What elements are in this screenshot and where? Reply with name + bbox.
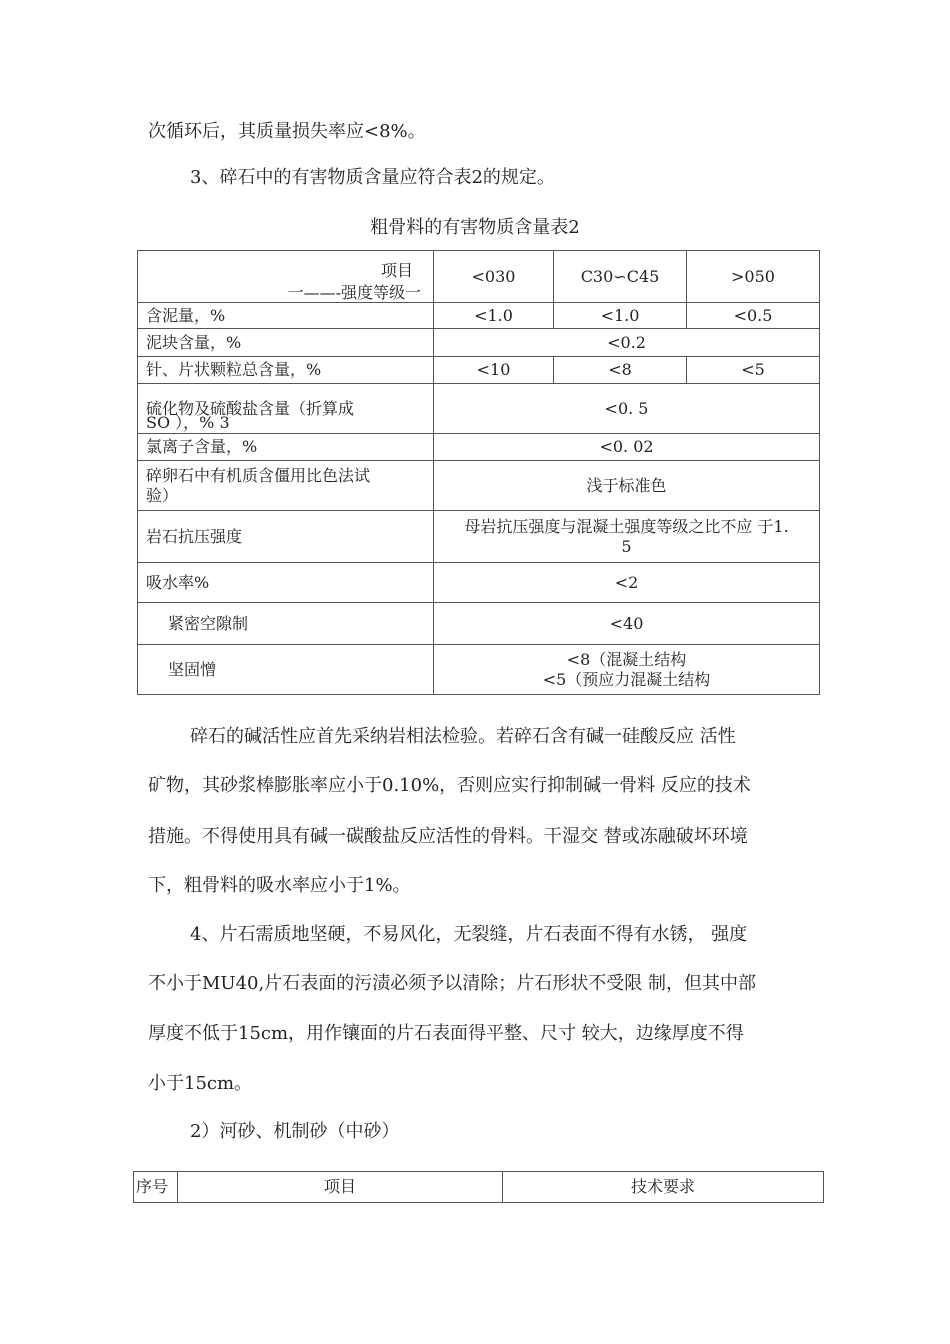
row-label: 吸水率% <box>138 563 434 603</box>
table-row <box>138 511 820 563</box>
row-value: <0.5 <box>687 303 820 329</box>
row-label <box>138 384 434 434</box>
row-label-line1: 碎卵石中有机质含僵用比色法试 <box>146 465 371 485</box>
row-label: 岩石抗压强度 <box>138 511 434 563</box>
paragraph-4-line3: 厚度不低于15cm，用作镶面的片石表面得平整、尺寸 较大，边缘厚度不得 <box>148 1023 744 1044</box>
row-value: <2 <box>434 563 820 603</box>
paragraph-4-line4: 小于15cm。 <box>148 1073 253 1094</box>
paragraph-4-line1: 4、片石需质地坚硬，不易风化，无裂缝，片石表面不得有水锈， 强度 <box>190 924 748 945</box>
row-label-line2: SO ），% 3 <box>146 412 230 432</box>
table-row <box>138 303 820 329</box>
table-row <box>138 461 820 511</box>
harmful-substance-table <box>137 250 820 695</box>
row-label: 氯离子含量，% <box>138 434 434 461</box>
table-row <box>138 603 820 645</box>
header-grade-label: 一——-强度等级一 <box>287 283 421 302</box>
row-label: 紧密空隙制 <box>138 603 434 645</box>
header-serial: 序号 <box>134 1172 178 1203</box>
row-label: 泥块含量，% <box>138 329 434 357</box>
table-header-row <box>134 1172 824 1203</box>
row-value: <40 <box>434 603 820 645</box>
row-value: <5 <box>687 357 820 384</box>
paragraph-1: 次循环后，其质量损失率应<8%。 <box>148 121 426 142</box>
table-row <box>138 329 820 357</box>
paragraph-5: 2）河砂、机制砂（中砂） <box>190 1121 400 1142</box>
table-row <box>138 434 820 461</box>
paragraph-3-line4: 下，粗骨料的吸水率应小于1%。 <box>148 875 411 896</box>
row-label-line2: 验） <box>146 485 179 505</box>
row-label <box>138 461 434 511</box>
row-value: <0. 5 <box>434 384 820 434</box>
header-requirement: 技术要求 <box>503 1172 824 1203</box>
row-label: 针、片状颗粒总含量，% <box>138 357 434 384</box>
row-value-line2: <5（预应力混凝土结构 <box>542 669 711 689</box>
row-value: 浅于标准色 <box>434 461 820 511</box>
row-value: <8 <box>554 357 687 384</box>
paragraph-3-line3: 措施。不得使用具有碱一碳酸盐反应活性的骨料。干湿交 替或冻融破坏环境 <box>148 826 748 847</box>
table-row <box>138 563 820 603</box>
row-value: <10 <box>434 357 554 384</box>
table-title: 粗骨料的有害物质含量表2 <box>370 217 580 238</box>
header-item: 项目 <box>178 1172 503 1203</box>
row-value: <0.2 <box>434 329 820 357</box>
header-item-cell <box>138 251 434 303</box>
row-label: 坚固憎 <box>138 645 434 695</box>
header-grade-high: >050 <box>687 251 820 303</box>
row-value-line1: 母岩抗压强度与混凝土强度等级之比不应 于1. <box>464 516 789 536</box>
row-value: <0. 02 <box>434 434 820 461</box>
paragraph-3-line1: 碎石的碱活性应首先采纳岩相法检验。若碎石含有碱一硅酸反应 活性 <box>190 726 736 747</box>
sand-requirements-table <box>133 1171 824 1203</box>
header-grade-mid: C30∽C45 <box>554 251 687 303</box>
header-item-label: 项目 <box>380 261 413 280</box>
row-value: <1.0 <box>434 303 554 329</box>
table-row <box>138 384 820 434</box>
table-row <box>138 357 820 384</box>
header-grade-low: <030 <box>434 251 554 303</box>
paragraph-2: 3、碎石中的有害物质含量应符合表2的规定。 <box>190 167 555 188</box>
row-label-line1: 硫化物及硫酸盐含量（折算成 <box>146 398 355 418</box>
paragraph-3-line2: 矿物，其砂浆棒膨胀率应小于0.10%，否则应实行抑制碱一骨料 反应的技术 <box>148 775 751 796</box>
table-header-row <box>138 251 820 303</box>
table-row <box>138 645 820 695</box>
row-value <box>434 645 820 695</box>
row-value-line2: 5 <box>621 536 632 556</box>
row-value: <1.0 <box>554 303 687 329</box>
row-value-line1: <8（混凝土结构 <box>566 649 687 669</box>
paragraph-4-line2: 不小于MU40,片石表面的污渍必须予以清除；片石形状不受限 制，但其中部 <box>148 973 756 994</box>
row-label: 含泥量，% <box>138 303 434 329</box>
row-value <box>434 511 820 563</box>
